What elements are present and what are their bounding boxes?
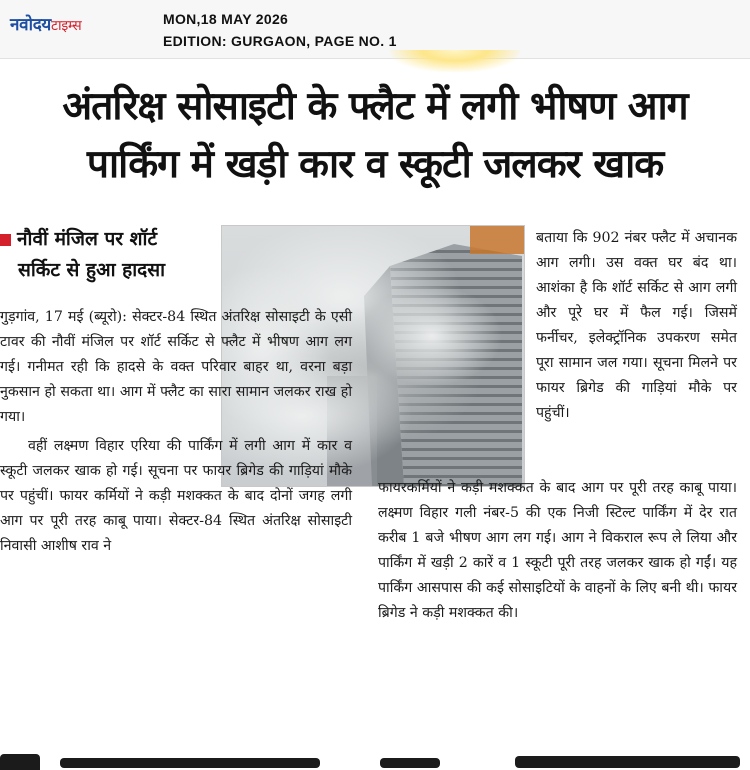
edition-info bbox=[163, 8, 397, 52]
subhead-line-1: नौवीं मंजिल पर शॉर्ट bbox=[17, 228, 158, 250]
cutoff-glyph bbox=[0, 754, 40, 770]
page-headline bbox=[0, 78, 750, 194]
edition-line: EDITION: GURGAON, PAGE NO. 1 bbox=[163, 33, 397, 49]
logo-main-text: नवोदय bbox=[10, 15, 51, 35]
cutoff-glyph bbox=[60, 758, 320, 768]
newspaper-logo[interactable] bbox=[10, 12, 81, 35]
decorative-glow bbox=[390, 50, 520, 72]
cutoff-glyph bbox=[515, 756, 740, 768]
next-article-headline-cutoff bbox=[0, 740, 750, 770]
article-paragraph: बताया कि 902 नंबर फ्लैट में अचानक आग लगी। उस वक्त घर बंद था। आशंका है कि शॉर्ट सर्किट से आग लगी और पूरे घर में फैल गई। जिसमें फर्नीचर, इलेक्ट्रॉनिक उपकरण समेत पूरा सामान जल गया। सूचना मिलने पर फायर ब्रिगेड की गाड़ियां मौके पर पहुंचीं। bbox=[536, 230, 737, 421]
article-paragraph: वहीं लक्ष्मण विहार एरिया की पार्किंग में लगी आग में कार व स्कूटी जलकर खाक हो गई। सूचना पर फायर ब्रिगेड की गाड़ियां मौके पर पहुंचीं। फायर कर्मियों ने कड़ी मशक्कत के बाद दोनों जगह लगी आग पर पूरी तरह काबू पाया। सेक्टर-84 स्थित अंतरिक्ष सोसाइटी निवासी आशीष राव ने bbox=[0, 438, 352, 554]
sub-headline bbox=[0, 224, 210, 286]
cutoff-glyph bbox=[380, 758, 440, 768]
article-dateline-paragraph: गुड़गांव, 17 मई (ब्यूरो): सेक्टर-84 स्थित अंतरिक्ष सोसाइटी के एसी टावर की नौवीं मंजिल पर शॉर्ट सर्किट से फ्लैट में भीषण आग लग गई। गनीमत रही कि हादसे के वक्त परिवार बाहर था, वरना बड़ा नुकसान हो सकता था। आग में फ्लैट का सारा सामान जलकर राख हो गया। bbox=[0, 309, 352, 425]
subhead-line-2: सर्किट से हुआ हादसा bbox=[18, 259, 165, 281]
article-paragraph: फायरकर्मियों ने कड़ी मशक्कत के बाद आग पर पूरी तरह काबू पाया। लक्ष्मण विहार गली नंबर-5 की एक निजी स्टिल्ट पार्किंग में देर रात करीब 1 बजे भीषण आग लग गई। आग ने विकराल रूप ले लिया और पार्किंग में खड़ी 2 कारें व 1 स्कूटी पूरी तरह जलकर खाक हो गईं। यह पार्किंग आसपास की कई सोसाइटियों के वाहनों के लिए बनी थी। फायर ब्रिगेड ने कड़ी मशक्कत की। bbox=[378, 480, 737, 621]
article-column-right-bottom bbox=[378, 476, 737, 626]
article-column-left bbox=[0, 305, 352, 559]
bullet-square-icon bbox=[0, 234, 11, 246]
masthead-bar bbox=[0, 0, 750, 59]
headline-line-2: पार्किंग में खड़ी कार व स्कूटी जलकर खाक bbox=[86, 142, 664, 187]
headline-line-1: अंतरिक्ष सोसाइटी के फ्लैट में लगी भीषण आग bbox=[62, 84, 688, 129]
date-line: MON,18 MAY 2026 bbox=[163, 11, 289, 27]
article-column-right-top bbox=[536, 226, 737, 426]
logo-sub-text: टाइम्स bbox=[50, 18, 82, 34]
